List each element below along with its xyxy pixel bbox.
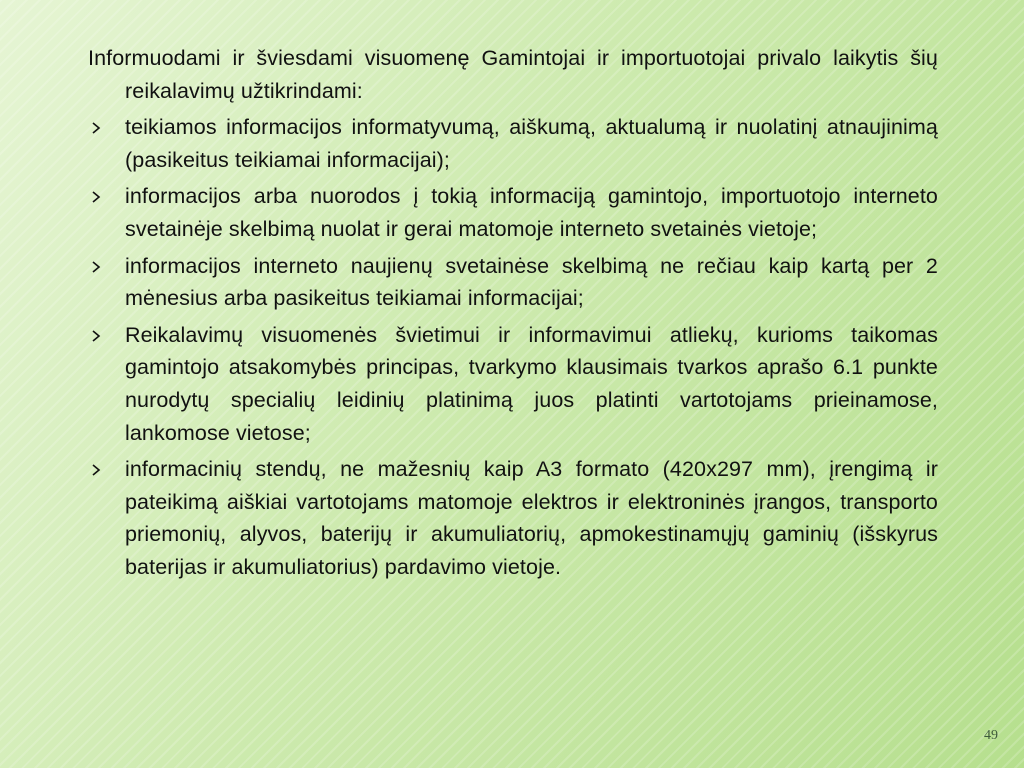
list-item — [88, 180, 938, 245]
arrow-bullet-icon — [88, 453, 108, 485]
list-item-text: informacijos arba nuorodos į tokią informaciją gamintojo, importuotojo interneto svetainėje skelbimą nuolat ir gerai matomoje interneto svetainės vietoje; — [125, 184, 938, 241]
arrow-bullet-icon — [88, 180, 108, 212]
list-item-text: Reikalavimų visuomenės švietimui ir informavimui atliekų, kurioms taikomas gamintojo atsakomybės principas, tvarkymo klausimais tvarkos aprašo 6.1 punkte nurodytų specialių leidinių platinimą juos platinti vartotojams prieinamose, lankomose vietose; — [125, 322, 938, 445]
list-item — [88, 319, 938, 449]
list-item-text: informacijos interneto naujienų svetainėse skelbimą ne rečiau kaip kartą per 2 mėnesius arba pasikeitus teikiamai informacijai; — [125, 253, 938, 311]
arrow-bullet-icon — [88, 319, 108, 351]
list-item-text: informacinių stendų, ne mažesnių kaip A3 formato (420x297 mm), įrengimą ir pateikimą aiškiai vartotojams matomoje elektros ir elektroninės įrangos, transporto priemonių, alyvos, baterijų ir akumuliatorių, apmokestinamųjų gaminių (išskyrus baterijas ir akumuliatorius) pardavimo vietoje. — [125, 457, 938, 579]
intro-paragraph: Informuodami ir šviesdami visuomenę Gamintojai ir importuotojai privalo laikytis šių reikalavimų užtikrindami: — [88, 46, 938, 103]
arrow-bullet-icon — [88, 111, 108, 143]
list-item-text: teikiamos informacijos informatyvumą, aiškumą, aktualumą ir nuolatinį atnaujinimą (pasikeitus teikiamai informacijai); — [125, 115, 938, 172]
slide-content — [88, 42, 938, 588]
list-item — [88, 453, 938, 583]
requirements-list — [88, 111, 938, 583]
page-number: 49 — [984, 728, 998, 743]
list-item — [88, 111, 938, 176]
arrow-bullet-icon — [88, 250, 108, 282]
list-item — [88, 250, 938, 315]
